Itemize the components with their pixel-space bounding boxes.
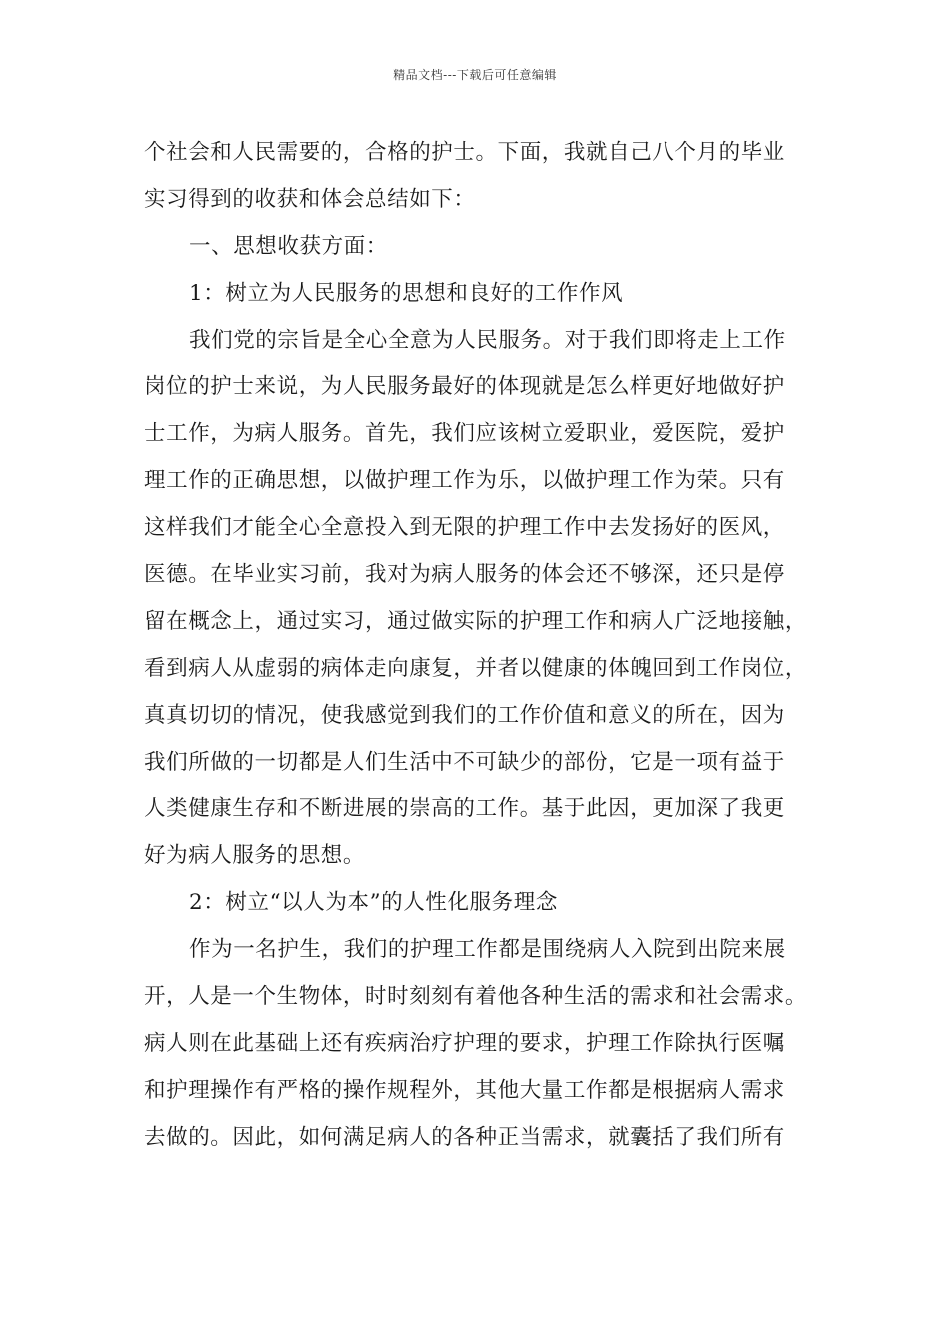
section-heading: 一、思想收获方面： [189,233,388,259]
text-line: 这样我们才能全心全意投入到无限的护理工作中去发扬好的医风， [144,515,785,541]
text-line: 留在概念上，通过实习，通过做实际的护理工作和病人广泛地接触， [144,608,808,634]
text-line: 好为病人服务的思想。 [144,843,366,869]
text-line: 医德。在毕业实习前，我对为病人服务的体会还不够深，还只是停 [144,562,785,588]
text-line: 和护理操作有严格的操作规程外，其他大量工作都是根据病人需求 [144,1077,785,1103]
paragraph-start: 我们党的宗旨是全心全意为人民服务。对于我们即将走上工作 [189,327,786,353]
text-line: 实习得到的收获和体会总结如下： [144,186,476,212]
text-line: 个社会和人民需要的，合格的护士。下面，我就自己八个月的毕业 [144,140,785,165]
subsection-heading: 1：树立为人民服务的思想和良好的工作作风 [189,280,624,306]
text-line: 岗位的护士来说，为人民服务最好的体现就是怎么样更好地做好护 [144,374,785,400]
text-line: 士工作，为病人服务。首先，我们应该树立爱职业，爱医院，爱护 [144,421,785,447]
text-line: 开，人是一个生物体，时时刻刻有着他各种生活的需求和社会需求。 [144,984,808,1010]
document-body [144,130,816,1162]
text-line: 我们所做的一切都是人们生活中不可缺少的部份，它是一项有益于 [144,749,785,775]
page-header: 精品文档---下载后可任意编辑 [393,68,557,82]
text-line: 看到病人从虚弱的病体走向康复，并者以健康的体魄回到工作岗位， [144,655,808,681]
paragraph-start: 作为一名护生，我们的护理工作都是围绕病人入院到出院来展 [189,937,786,963]
text-line: 理工作的正确思想，以做护理工作为乐，以做护理工作为荣。只有 [144,468,785,494]
text-line: 人类健康生存和不断进展的崇高的工作。基于此因，更加深了我更 [144,796,785,822]
text-line: 病人则在此基础上还有疾病治疗护理的要求，护理工作除执行医嘱 [144,1030,785,1056]
text-line: 真真切切的情况，使我感觉到我们的工作价值和意义的所在，因为 [144,702,785,728]
text-line: 去做的。因此，如何满足病人的各种正当需求，就囊括了我们所有 [144,1124,785,1150]
subsection-heading: 2：树立“以人为本”的人性化服务理念 [189,890,558,916]
